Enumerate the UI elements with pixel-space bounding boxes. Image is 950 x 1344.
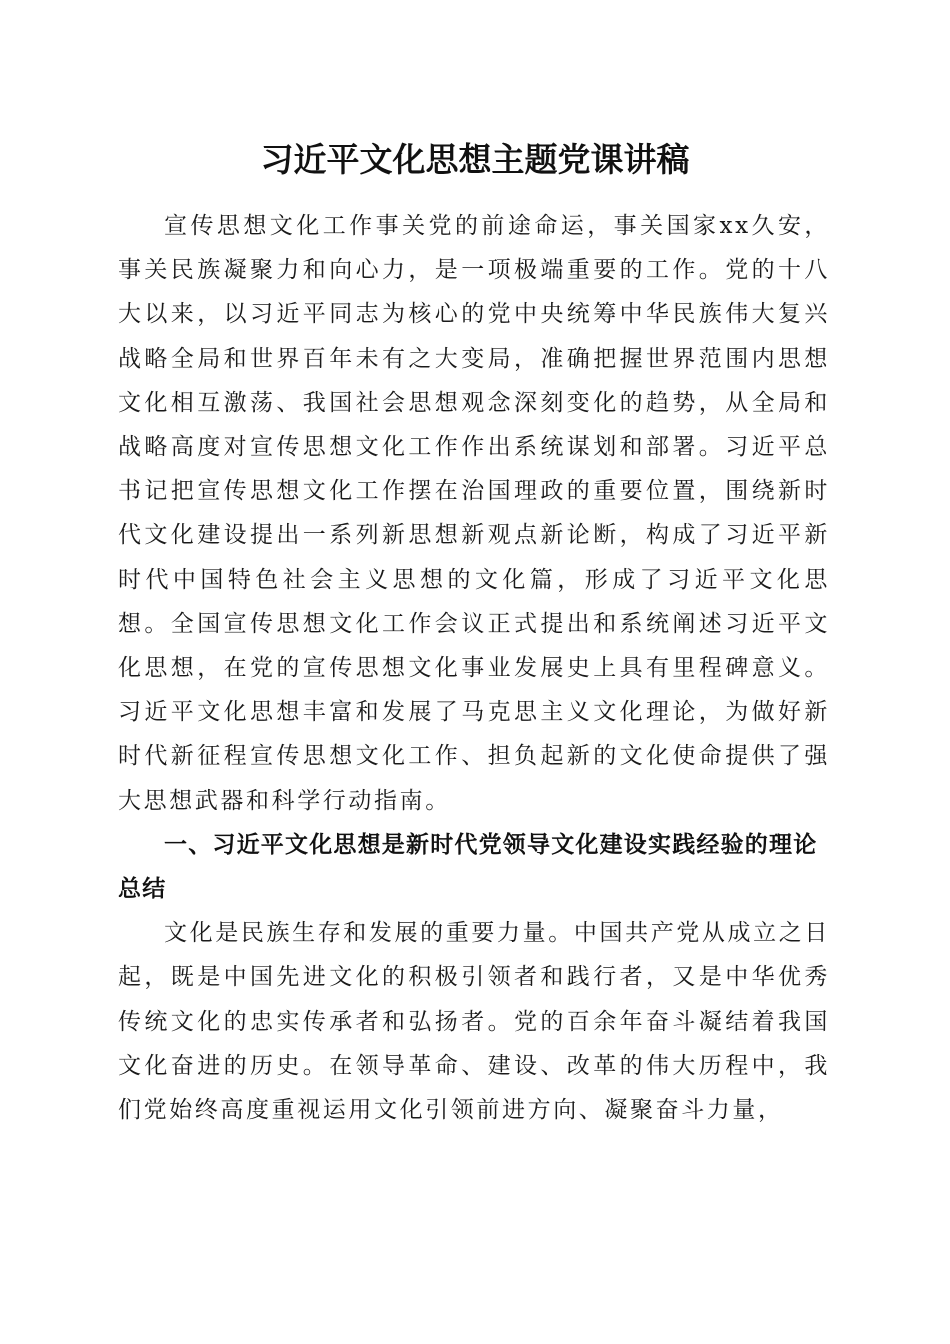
document-body: [118, 204, 830, 1132]
section-heading: 一、习近平文化思想是新时代党领导文化建设实践经验的理论总结: [118, 831, 818, 903]
page-title: 习近平文化思想主题党课讲稿: [260, 140, 690, 179]
body-paragraph: 宣传思想文化工作事关党的前途命运，事关国家xx久安，事关民族凝聚力和向心力，是一项极端重要的工作。党的十八大以来，以习近平同志为核心的党中央统筹中华民族伟大复兴战略全局和世界百年未有之大变局，准确把握世界范围内思想文化相互激荡、我国社会思想观念深刻变化的趋势，从全局和战略高度对宣传思想文化工作作出系统谋划和部署。习近平总书记把宣传思想文化工作摆在治国理政的重要位置，围绕新时代文化建设提出一系列新思想新观点新论断，构成了习近平新时代中国特色社会主义思想的文化篇，形成了习近平文化思想。全国宣传思想文化工作会议正式提出和系统阐述习近平文化思想，在党的宣传思想文化事业发展史上具有里程碑意义。习近平文化思想丰富和发展了马克思主义文化理论，为做好新时代新征程宣传思想文化工作、担负起新的文化使命提供了强大思想武器和科学行动指南。: [118, 213, 830, 814]
body-paragraph: 文化是民族生存和发展的重要力量。中国共产党从成立之日起，既是中国先进文化的积极引领者和践行者，又是中华优秀传统文化的忠实传承者和弘扬者。党的百余年奋斗凝结着我国文化奋进的历史。在领导革命、建设、改革的伟大历程中，我们党始终高度重视运用文化引领前进方向、凝聚奋斗力量，: [118, 920, 830, 1124]
